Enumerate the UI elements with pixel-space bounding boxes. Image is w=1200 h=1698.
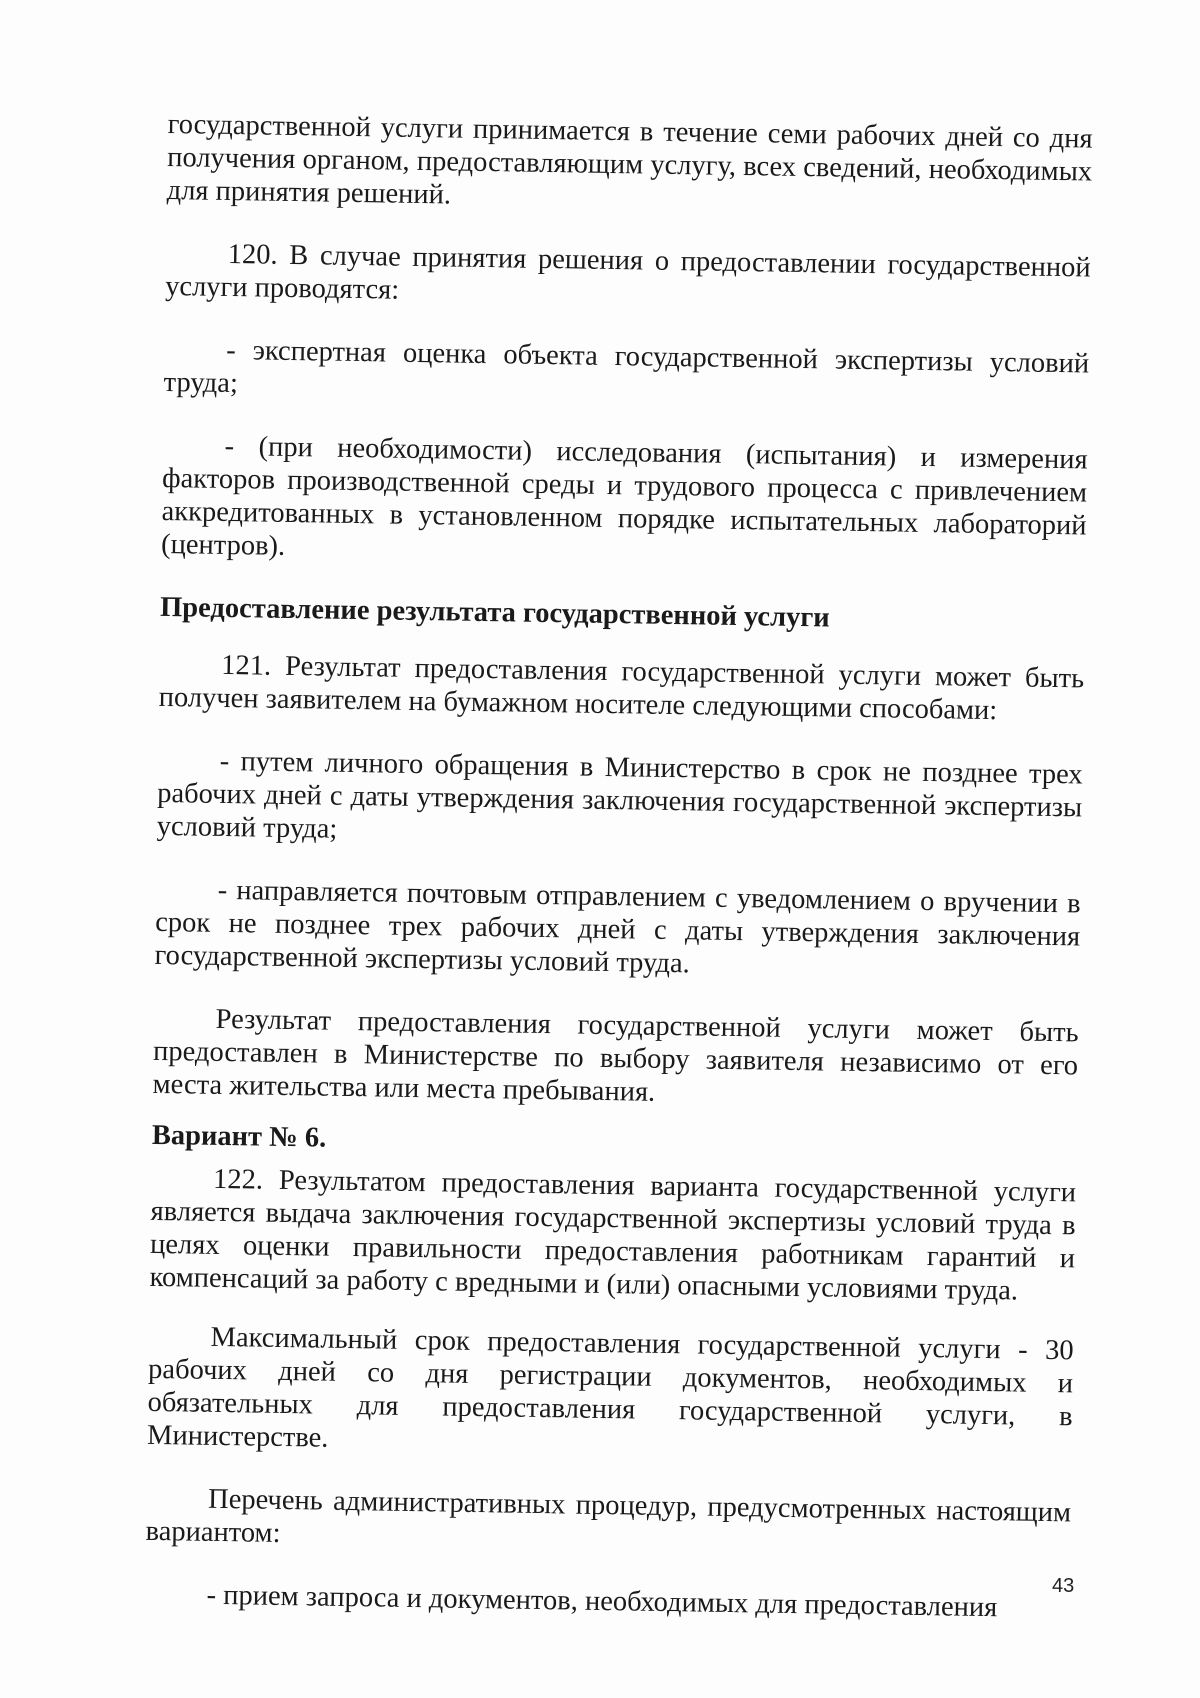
page-number: 43 — [1052, 1575, 1075, 1597]
list-item-postal-delivery: - направляется почтовым отправлением с уведомлением о вручении в срок не позднее трех рабочих дней с даты утверждения заключения государственной экспертизы условий труда. — [154, 874, 1081, 980]
paragraph-procedures-list: Перечень административных процедур, предусмотренных настоящим вариантом: — [145, 1483, 1072, 1549]
section-heading-variant-6: Вариант № 6. — [151, 1119, 327, 1154]
paragraph-121: 121. Результат предоставления государственной услуги может быть получен заявителем на бумажном носителе следующими способами: — [158, 649, 1085, 727]
paragraph-max-term: Максимальный срок предоставления государственной услуги - 30 рабочих дней со дня регистрации документов, необходимых и обязательных для предоставления государственной услуги, в Министерстве. — [146, 1321, 1074, 1454]
paragraph-result-ministry: Результат предоставления государственной услуги может быть предоставлен в Министерстве по выбору заявителя независимо от его места жительства или места пребывания. — [152, 1003, 1079, 1108]
document-body — [144, 108, 1092, 1625]
section-heading-result: Предоставление результата государственной услуги — [159, 591, 830, 634]
paragraph-120: 120. В случае принятия решения о предоставлении государственной услуги проводятся: — [164, 238, 1091, 306]
list-item-personal-visit: - путем личного обращения в Министерство в срок не позднее трех рабочих дней с даты утверждения заключения государственной экспертизы условий труда; — [156, 745, 1083, 845]
paragraph-continuation: государственной услуги принимается в течение семи рабочих дней со дня получения органом, предоставляющим услугу, всех сведений, необходимых для принятия решений. — [166, 108, 1093, 211]
list-item-expert-assessment: - экспертная оценка объекта государственной экспертизы условий труда; — [163, 334, 1090, 400]
list-item-measurements: - (при необходимости) исследования (испытания) и измерения факторов производственной среды и трудового процесса с привлечением аккредитованных в установленном порядке испытательных лабораторий (центров). — [160, 430, 1088, 562]
paragraph-122: 122. Результатом предоставления варианта государственной услуги является выдача заключения государственной экспертизы условий труда в целях оценки правильности предоставления работникам гарантий и компенсаций за работу с вредными и (или) опасными условиями труда. — [149, 1163, 1077, 1307]
list-item-request-intake: - прием запроса и документов, необходимых для предоставления — [206, 1579, 998, 1624]
